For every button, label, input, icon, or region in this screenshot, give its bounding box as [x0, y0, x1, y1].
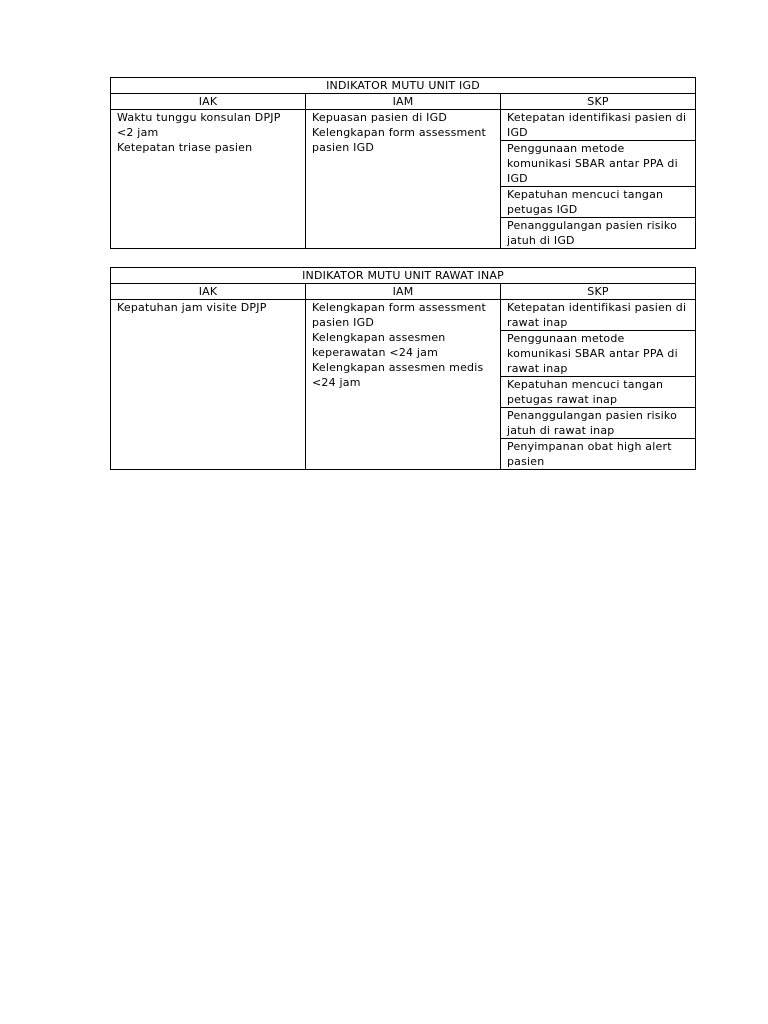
table-title: INDIKATOR MUTU UNIT RAWAT INAP: [111, 268, 696, 284]
skp-item: Penyimpanan obat high alert pasien: [501, 439, 696, 470]
iak-cell: [111, 110, 306, 249]
column-header-iam: IAM: [306, 94, 501, 110]
skp-item: Penggunaan metode komunikasi SBAR antar PPA di rawat inap: [501, 331, 696, 377]
skp-item: Penggunaan metode komunikasi SBAR antar PPA di IGD: [501, 141, 696, 187]
column-header-iak: IAK: [111, 94, 306, 110]
skp-item: Ketepatan identifikasi pasien di IGD: [501, 110, 696, 141]
column-header-skp: SKP: [501, 94, 696, 110]
igd-indicator-table: [110, 77, 696, 249]
iak-item: Kepatuhan jam visite DPJP: [117, 301, 267, 314]
rawat-inap-indicator-table: [110, 267, 696, 470]
iam-item: Kepuasan pasien di IGD: [312, 111, 447, 124]
iak-item: Waktu tunggu konsulan DPJP <2 jam: [117, 111, 285, 139]
iam-item: Kelengkapan form assessment pasien IGD: [312, 301, 490, 329]
iam-item: Kelengkapan form assessment pasien IGD: [312, 126, 490, 154]
iam-cell: [306, 300, 501, 470]
iak-cell: [111, 300, 306, 470]
iak-item: Ketepatan triase pasien: [117, 141, 253, 154]
skp-item: Penanggulangan pasien risiko jatuh di IGD: [501, 218, 696, 249]
iam-cell: [306, 110, 501, 249]
iam-item: Kelengkapan assesmen keperawatan <24 jam: [312, 331, 450, 359]
table-title: INDIKATOR MUTU UNIT IGD: [111, 78, 696, 94]
skp-item: Kepatuhan mencuci tangan petugas IGD: [501, 187, 696, 218]
column-header-iam: IAM: [306, 284, 501, 300]
column-header-skp: SKP: [501, 284, 696, 300]
column-header-iak: IAK: [111, 284, 306, 300]
skp-item: Kepatuhan mencuci tangan petugas rawat inap: [501, 377, 696, 408]
skp-item: Ketepatan identifikasi pasien di rawat inap: [501, 300, 696, 331]
skp-item: Penanggulangan pasien risiko jatuh di rawat inap: [501, 408, 696, 439]
iam-item: Kelengkapan assesmen medis <24 jam: [312, 361, 488, 389]
